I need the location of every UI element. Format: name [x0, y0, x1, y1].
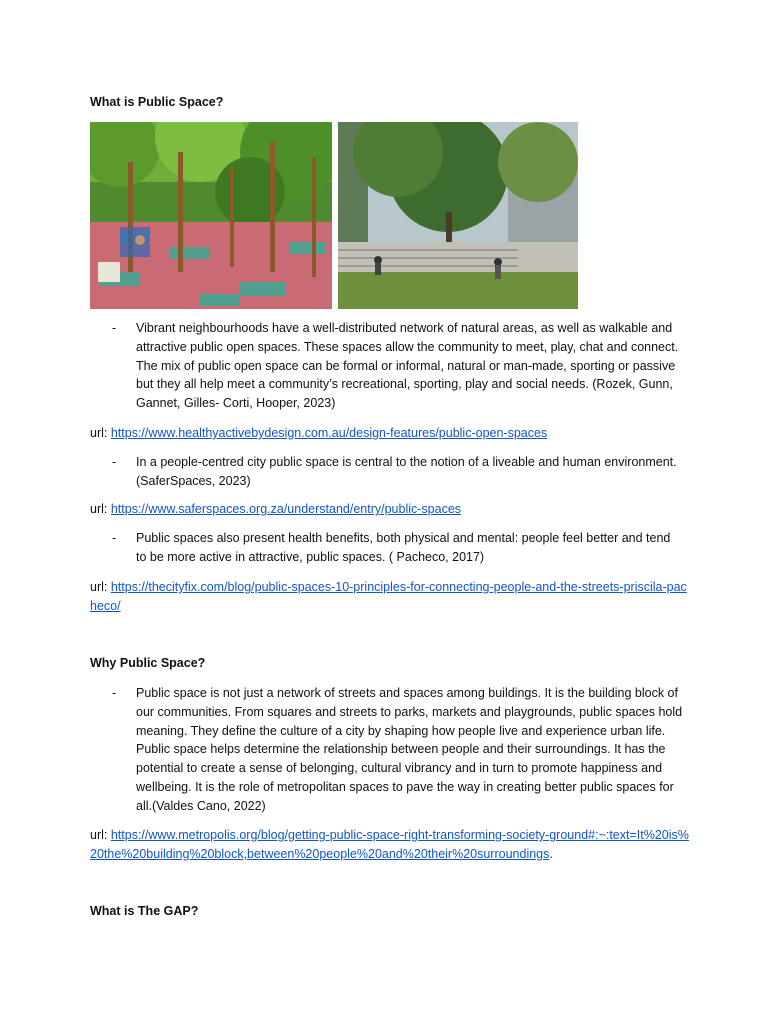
heading-what-is-the-gap: What is The GAP?	[90, 904, 199, 918]
bullet-text: In a people-centred city public space is central to the notion of a liveable and human environment.(SaferSpaces, 2023)	[136, 455, 677, 488]
bullet-text: Vibrant neighbourhoods have a well-distributed network of natural areas, as well as walkable and attractive public open spaces. These spaces allow the community to meet, play, chat and connect. The mix of public open space can be formal or informal, natural or man-made, sporting or passive but they all help meet a community’s recreational, sporting, play and social needs. (Rozek, Gunn, Gannet, Gilles- Corti, Hooper, 2023)	[136, 321, 679, 411]
url-prefix: url:	[90, 426, 111, 440]
park-photo	[338, 122, 578, 309]
url-link-metropolis[interactable]: https://www.metropolis.org/blog/getting-public-space-right-transforming-society-ground#:~:text=It%20is%20the%20building%20block,between%20people%20and%20their%20surroundings	[90, 828, 689, 861]
bullet-dash: -	[112, 455, 117, 469]
bullet-dash: -	[112, 686, 117, 700]
bullet-text: Public spaces also present health benefits, both physical and mental: people feel better and tend to be more active in attractive, public spaces. ( Pacheco, 2017)	[136, 531, 671, 564]
heading-what-is-public-space: What is Public Space?	[90, 95, 224, 109]
url-prefix: url:	[90, 828, 111, 842]
url-line-4	[90, 826, 690, 864]
url-link-saferspaces[interactable]: https://www.saferspaces.org.za/understand/entry/public-spaces	[110, 502, 462, 516]
heading-why-public-space: Why Public Space?	[90, 656, 206, 670]
bullet-dash: -	[112, 321, 117, 335]
url-suffix: .	[549, 846, 553, 861]
url-line-3	[90, 578, 690, 616]
playground-photo	[90, 122, 332, 309]
bullet-text: Public space is not just a network of streets and spaces among buildings. It is the building block of our communities. From squares and streets to parks, markets and playgrounds, public spaces hold meaning. They define the culture of a city by shaping how people live and experience urban life. Public space helps determine the relationship between people and their surroundings. It has the potential to create a sense of belonging, cultural vibrancy and in turn to promote happiness and wellbeing. It is the role of metropolitan spaces to pave the way in creating better public spaces for all.(Valdes Cano, 2022)	[136, 686, 683, 813]
url-line-2	[90, 500, 690, 519]
url-prefix: url:	[90, 580, 111, 594]
bullet-dash: -	[112, 531, 117, 545]
url-line-1	[90, 424, 690, 443]
url-link-thecityfix[interactable]: https://thecityfix.com/blog/public-spaces-10-principles-for-connecting-people-and-the-streets-priscila-pacheco/	[90, 580, 687, 613]
url-link-healthyactivebydesign[interactable]: https://www.healthyactivebydesign.com.au/design-features/public-open-spaces	[110, 426, 548, 440]
url-prefix: url:	[90, 502, 111, 516]
